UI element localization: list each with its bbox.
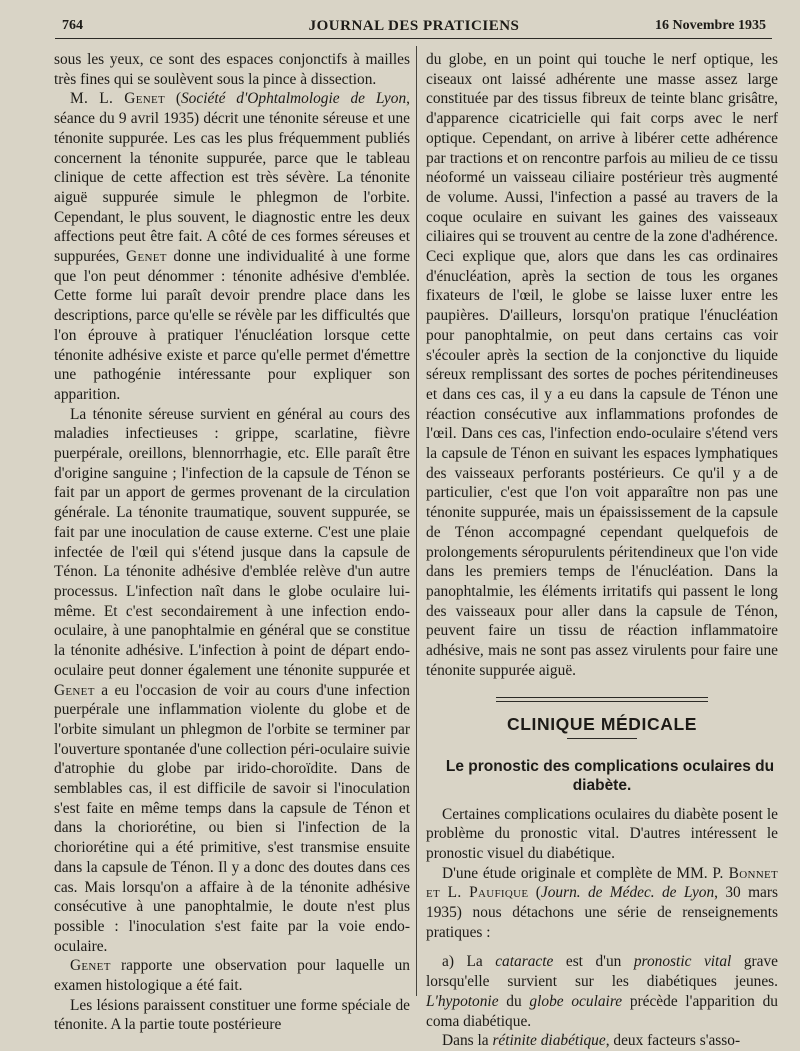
paragraph-text: est d'un (553, 953, 634, 971)
section-heading-block (426, 697, 778, 757)
paragraph-text: rapporte une observation pour laquelle un examen histologique a été fait. (54, 957, 410, 995)
right-column (426, 50, 778, 1051)
section-rule (496, 697, 708, 702)
journal-title: JOURNAL DES PRATICIENS (308, 18, 520, 34)
article-title: Le pronostic des complications oculaires du diabète. (445, 757, 775, 794)
section-title: CLINIQUE MÉDICALE (506, 713, 698, 734)
paragraph-text: , 30 mars 1935) nous détachons une série de renseignements pratiques : (426, 884, 778, 941)
paragraph-tenonite-sereuse (54, 405, 410, 957)
paragraph-text: Dans la (442, 1032, 493, 1050)
paragraph-genet-intro: M. L. Genet (Société d'Ophtalmologie de Lyon, séance du 9 avril 1935) décrit une ténonite séreuse et une ténonite suppurée. Les cas les plus fréquemment publiés concernent la ténonite suppurée, parce que le tableau clinique de cette affection est très sévère. La ténonite aiguë suppurée simule le phlegmon de l'orbite. Cependant, le plus souvent, le diagnostic entre les deux affections peut être fait. A côté de ces formes séreuses et suppurées, Genet donne une individualité à une forme que l'on peut dénommer : ténonite adhésive d'emblée. Cette forme lui paraît devoir prendre place dans les descriptions, parce qu'elle se révèle par les difficultés que l'on éprouve à pratiquer l'énucléation lorsque cette ténonite adhésive existe et parce qu'elle permet d'émettre une pathogénie intéressante pour expliquer son apparition. (54, 90, 410, 403)
paragraph-text: , séance du 9 avril 1935) décrit une ténonite séreuse et une ténonite suppurée. Les cas les plus fréquemment publiés concernent la ténonite suppurée, parce que le tableau clinique de cette affection est très sévère. La ténonite aiguë suppurée simule le phlegmon de l'orbite. Cependant, le plus souvent, le diagnostic entre les deux affections peut être fait. A côté de ces formes séreuses et suppurées, (54, 90, 410, 266)
paragraph-source: D'une étude originale et complète de MM. P. Bonnet et L. Paufique (Journ. de Médec. de Lyon, 30 mars 1935) nous détachons une série de renseignements pratiques : (426, 864, 778, 941)
page-number: 764 (62, 18, 83, 33)
paragraph-cataracte (426, 952, 778, 1031)
paragraph-text: précède l'apparition du coma diabétique. (426, 992, 778, 1030)
author-name: Genet (126, 248, 167, 266)
author-name: M. L. Genet (70, 90, 165, 108)
section-underline (567, 738, 637, 739)
term: pronostic vital (633, 953, 732, 971)
paragraph-text: donne une individualité à une forme que l'on peut dénommer : ténonite adhésive d'emblée. Cette forme lui paraît devoir prendre place dans les descriptions, parce qu'elle se révèle par les difficultés que l'on éprouve à pratiquer l'énucléation lorsque cette ténonite adhésive existe et parce qu'elle permet d'émettre une pathogénie intéressante pour expliquer son apparition. (54, 248, 410, 403)
paragraph-text: grave lorsqu'elle survient sur les diabétiques jeunes. (426, 953, 779, 991)
page-header (62, 18, 766, 40)
spacer (426, 942, 778, 952)
term: cataracte (495, 953, 554, 971)
term: rétinite diabétique (492, 1032, 606, 1050)
paragraph-text: du (498, 992, 530, 1010)
paragraph: Les lésions paraissent constituer une forme spéciale de ténonite. A la partie toute postérieure (54, 996, 410, 1034)
author-name: Genet (54, 681, 95, 699)
author-name: Genet (70, 957, 111, 975)
term: L'hypotonie (426, 992, 499, 1010)
paragraph: du globe, en un point qui touche le nerf optique, les ciseaux ont laissé adhérente une masse assez large constituée par des tissus fibreux de teinte blanc grisâtre, d'apparence cicatricielle qui fait corps avec le nerf optique. Cependant, on arrive à libérer cette adhérence par tractions et on rencontre parfois au milieu de ce tissu néoformé un vaisseau ciliaire postérieur très augmenté de volume. Aussi, l'infection a passé au travers de la coque oculaire en suivant les gaines des vaisseaux ciliaires qui se trouvent au centre de la zone d'adhérence. Ceci explique que, alors que dans les cas ordinaires d'énucléation, après la section de tous les organes fixateurs de l'œil, le globe se laisse luxer entre les paupières. D'ailleurs, lorsqu'on pratique l'énucléation pour panophtalmie, on peut dans certains cas voir s'écouler après la section de la conjonctive du liquide séreux remplissant des sortes de poches péritendineuses et dans ces cas, il y a eu dans la capsule de Ténon une réaction consécutive aux inflammations profondes de l'œil. Dans ces cas, l'infection endo-oculaire s'étend vers la capsule de Ténon en suivant les espaces lymphatiques des vaisseaux perforants postérieurs. Ce qu'il y a de particulier, c'est que l'on voit apparaître non pas une ténonite suppurée, mais un épaississement de la capsule de Ténon accompagné cependant quelquefois de prolongements séropurulents péritendineux que l'on vide dans les premiers temps de l'énucléation. Dans la panophtalmie, les éléments irritatifs qui passent le long des vaisseaux pour aller dans la capsule de Ténon, peuvent faire un tissu de réaction inflammatoire adhésive, mais ne sont pas assez virulents pour faire une ténonite suppurée aiguë. (426, 51, 778, 679)
paragraph: Certaines complications oculaires du diabète posent le problème du pronostic vital. D'autres intéressent le pronostic visuel du diabétique. (426, 805, 778, 862)
paragraph-text: , deux facteurs s'asso- (605, 1032, 741, 1050)
paragraph-text: La ténonite séreuse survient en général au cours des maladies infectieuses : grippe, scarlatine, fièvre puerpérale, oreillons, blennorrhagie, etc. Elle paraît être d'origine sanguine ; l'infection de la capsule de Ténon se fait par un apport de germes provenant de la circulation générale. La ténonite traumatique, souvent suppurée, se fait par une inoculation de cause externe. C'est une plaie infectée de l'œil qui s'étend jusque dans la capsule de Ténon. La ténonite adhésive d'emblée relève d'un autre processus. L'infection naît dans le globe oculaire lui-même. Et c'est secondairement à une infection endo-oculaire, à une panophtalmie en général que se constitue la ténonite adhésive. L'infection à point de départ endo-oculaire peut donner également une ténonite suppurée et (54, 405, 410, 679)
journal-reference: Journ. de Médec. de Lyon (540, 884, 715, 902)
spacer (426, 795, 778, 805)
author-names: P. Bonnet et L. Paufique (426, 864, 778, 902)
column-divider (416, 46, 417, 996)
paragraph-text: a) La (442, 953, 496, 971)
term: globe oculaire (529, 992, 623, 1010)
paragraph: sous les yeux, ce sont des espaces conjonctifs à mailles très fines qui se soulèvent sous la pince à dissection. (54, 51, 410, 88)
paragraph-text: D'une étude originale et complète de MM. (442, 864, 713, 882)
left-column (54, 50, 410, 1035)
paragraph-text: a eu l'occasion de voir au cours d'une infection puerpérale une inflammation violente du globe et de l'orbite simulant un phlegmon de l'orbite se terminer par l'ouverture spontanée d'une collection péri-oculaire suivie d'atrophie du globe par irido-choroïdite. Dans de semblables cas, il est difficile de savoir si l'inoculation s'est faite en même temps dans la capsule de Ténon et dans la choriorétine, ou bien si l'infection de la choriorétine qui a été primitive, s'est transmise ensuite dans la capsule de Ténon. Il y a donc des doutes dans ces cas. Mais lorsqu'on a affaire à de la ténonite adhésive consécutive à une panophtalmie, le doute n'est plus possible : l'inoculation s'est faite par la voie endo-oculaire. (54, 681, 410, 955)
society-name: Société d'Ophtalmologie de Lyon (180, 90, 407, 108)
issue-date: 16 Novembre 1935 (655, 18, 766, 33)
paragraph-observation (54, 956, 410, 995)
header-rule (55, 38, 772, 39)
